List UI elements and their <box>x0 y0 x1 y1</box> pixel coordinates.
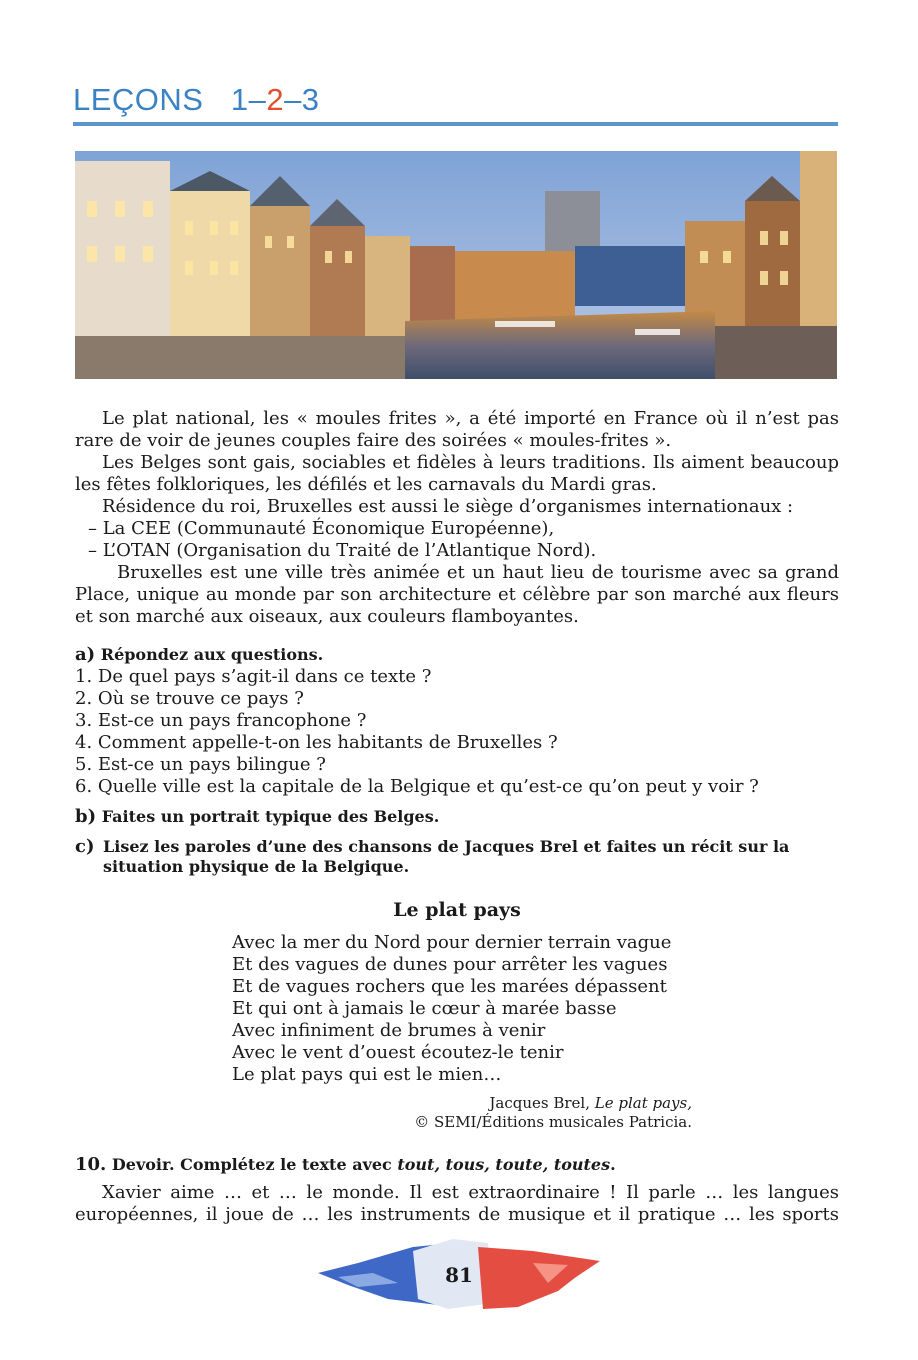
intro-list-item-1: – La CEE (Communauté Économique Européenne), <box>88 518 555 539</box>
intro-paragraph-2: Les Belges sont gais, sociables et fidèles à leurs traditions. Ils aiment beaucoup les fêtes folkloriques, les défilés et les carnavals du Mardi gras. <box>75 452 839 495</box>
task-10-words: tout, tous, toute, toutes <box>397 1155 611 1174</box>
poem-title: Le plat pays <box>393 899 521 921</box>
intro-paragraph-4: Bruxelles est une ville très animée et un haut lieu de tourisme avec sa grand Place, unique au monde par son architecture et célèbre par son marché aux fleurs et son marché aux oiseaux, aux couleurs flamboyantes. <box>75 562 839 627</box>
intro-paragraph-1: Le plat national, les « moules frites », a été importé en France où il n’est pas rare de voir de jeunes couples faire des soirées « moules-frites ». <box>75 408 839 451</box>
question-3: 3. Est-ce un pays francophone ? <box>75 710 367 731</box>
poem-lines <box>232 932 712 1086</box>
poem-line-3: Et de vagues rochers que les marées dépassent <box>232 976 667 997</box>
question-5: 5. Est-ce un pays bilingue ? <box>75 754 326 775</box>
question-2: 2. Où se trouve ce pays ? <box>75 688 304 709</box>
task-c-letter: c) <box>75 836 95 857</box>
lesson-number-3: –3 <box>284 82 320 117</box>
task-a <box>75 644 839 798</box>
exercise-text: Xavier aime … et … le monde. Il est extraordinaire ! Il parle … les langues européennes, il joue de … les instruments de musique et il pratique … les sports <box>75 1182 839 1225</box>
task-10-number: 10. <box>75 1154 107 1175</box>
lesson-title <box>73 80 838 122</box>
header-rule <box>73 122 838 126</box>
task-10-instruction: Devoir. Complétez le texte avec <box>111 1155 392 1174</box>
task-c <box>75 837 839 877</box>
page-footer <box>318 1233 600 1315</box>
task-a-letter: a) <box>75 644 96 665</box>
poem-line-6: Avec le vent d’ouest écoutez-le tenir <box>232 1042 564 1063</box>
question-list <box>75 666 839 798</box>
poem-copyright: © SEMI/Éditions musicales Patricia. <box>414 1113 692 1131</box>
poem-credit <box>414 1094 692 1132</box>
task-c-instruction: Lisez les paroles d’une des chansons de Jacques Brel et faites un récit sur la situation physique de la Belgique. <box>103 837 790 876</box>
poem-source <box>414 1094 692 1113</box>
poem-line-2: Et des vagues de dunes pour arrêter les vagues <box>232 954 668 975</box>
poem-line-4: Et qui ont à jamais le cœur à marée basse <box>232 998 617 1019</box>
question-4: 4. Comment appelle-t-on les habitants de Bruxelles ? <box>75 732 558 753</box>
task-a-instruction: Répondez aux questions. <box>100 645 324 664</box>
poem-author: Jacques Brel, <box>489 1094 590 1112</box>
poem-line-5: Avec infiniment de brumes à venir <box>232 1020 546 1041</box>
task-b <box>75 806 839 828</box>
city-canal-photo <box>75 151 837 379</box>
task-10-heading <box>75 1154 839 1176</box>
lesson-number-1: 1– <box>230 82 267 117</box>
lesson-title-word: LEÇONS <box>73 82 204 117</box>
intro-text <box>75 408 839 628</box>
poem-line-7: Le plat pays qui est le mien… <box>232 1064 502 1085</box>
exercise-paragraph <box>75 1182 839 1226</box>
question-1: 1. De quel pays s’agit-il dans ce texte ? <box>75 666 432 687</box>
task-b-letter: b) <box>75 806 97 827</box>
page-number: 81 <box>445 1263 473 1287</box>
intro-list-item-2: – L’OTAN (Organisation du Traité de l’Atlantique Nord). <box>88 540 597 561</box>
poem-work: Le plat pays, <box>594 1094 692 1112</box>
question-6: 6. Quelle ville est la capitale de la Belgique et qu’est-ce qu’on peut y voir ? <box>75 776 759 797</box>
lesson-header <box>73 80 838 122</box>
task-a-heading <box>75 644 839 666</box>
intro-paragraph-3: Résidence du roi, Bruxelles est aussi le siège d’organismes internationaux : <box>102 496 794 517</box>
poem-line-1: Avec la mer du Nord pour dernier terrain vague <box>232 932 672 953</box>
task-b-instruction: Faites un portrait typique des Belges. <box>101 807 440 826</box>
task-10-period: . <box>610 1155 616 1174</box>
lesson-number-current: 2 <box>266 82 285 117</box>
